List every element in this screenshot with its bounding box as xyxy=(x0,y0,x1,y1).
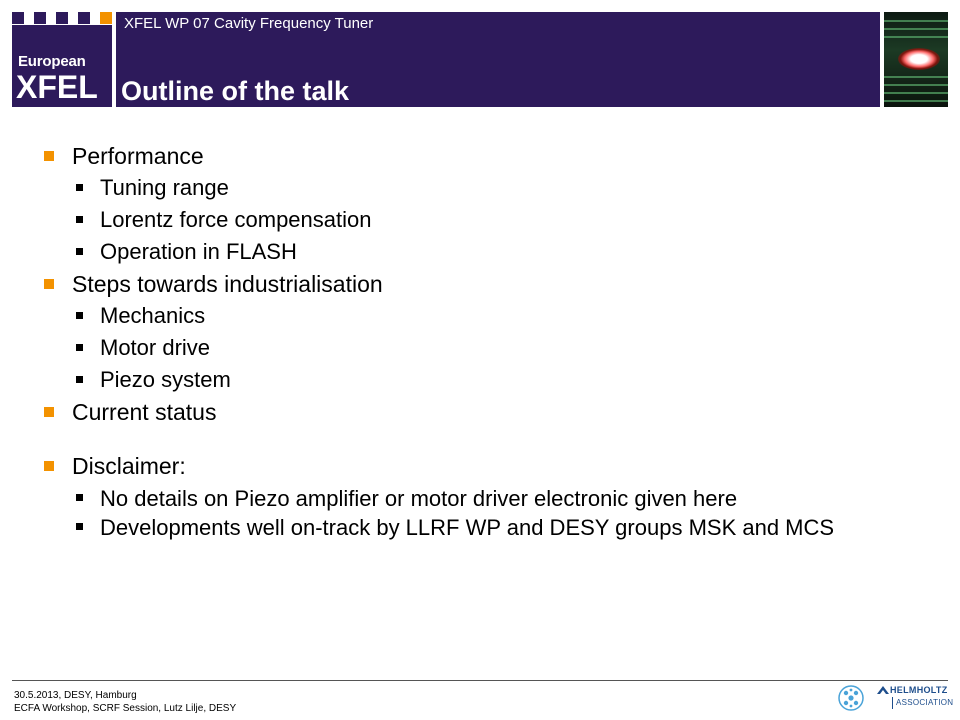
outline-item-text: Mechanics xyxy=(100,303,206,328)
desy-logo-icon xyxy=(836,684,866,712)
outline-item-text: Operation in FLASH xyxy=(100,239,297,264)
footer-event: ECFA Workshop, SCRF Session, Lutz Lilje, DESY xyxy=(14,703,237,714)
outline-item-text: Performance xyxy=(72,143,204,169)
square-bullet-icon xyxy=(44,461,54,471)
helmholtz-divider xyxy=(892,697,893,709)
outline-item xyxy=(44,140,864,172)
light-flare xyxy=(898,48,940,70)
outline-item-text: Motor drive xyxy=(100,335,211,360)
helmholtz-mark-icon xyxy=(876,684,890,696)
outline-item xyxy=(44,450,864,482)
outline-item-text: Disclaimer: xyxy=(72,453,186,479)
logo-square xyxy=(56,12,68,24)
helmholtz-logo xyxy=(876,684,954,712)
logo-square xyxy=(12,12,24,24)
square-bullet-icon xyxy=(76,216,83,223)
outline-subitem xyxy=(44,300,864,332)
logo-square xyxy=(34,12,46,24)
header-photo xyxy=(884,12,948,107)
footer-divider xyxy=(12,680,948,681)
outline-subitem xyxy=(44,172,864,204)
footer-date-location: 30.5.2013, DESY, Hamburg xyxy=(14,690,137,701)
square-bullet-icon xyxy=(76,344,83,351)
title-band xyxy=(116,12,880,107)
outline-item-text: Current status xyxy=(72,399,217,425)
outline-subitem xyxy=(44,204,864,236)
outline-list xyxy=(44,140,864,543)
outline-item-text: No details on Piezo amplifier or motor driver electronic given here xyxy=(100,486,738,511)
square-bullet-icon xyxy=(76,312,83,319)
slide-title: Outline of the talk xyxy=(121,76,350,106)
outline-subitem xyxy=(44,236,864,268)
square-bullet-icon xyxy=(44,407,54,417)
square-bullet-icon xyxy=(44,279,54,289)
outline-item-text: Lorentz force compensation xyxy=(100,207,372,232)
outline-item-text: Developments well on-track by LLRF WP and DESY groups MSK and MCS xyxy=(100,515,835,540)
outline-item-text: Steps towards industrialisation xyxy=(72,271,383,297)
european-xfel-logo xyxy=(12,25,112,107)
square-bullet-icon xyxy=(76,523,83,530)
outline-subitem xyxy=(44,515,864,540)
helmholtz-association-text: ASSOCIATION xyxy=(896,698,954,707)
logo-square-accent xyxy=(100,12,112,24)
logo-square xyxy=(78,12,90,24)
square-bullet-icon xyxy=(76,376,83,383)
square-bullet-icon xyxy=(76,184,83,191)
outline-subitem xyxy=(44,486,864,511)
outline-item xyxy=(44,268,864,300)
helmholtz-text: HELMHOLTZ xyxy=(890,685,948,695)
outline-item xyxy=(44,396,864,428)
footer-info xyxy=(14,689,236,715)
square-bullet-icon xyxy=(76,494,83,501)
logo-text-european: European xyxy=(18,53,86,70)
project-title: XFEL WP 07 Cavity Frequency Tuner xyxy=(124,15,374,32)
outline-item-text: Piezo system xyxy=(100,367,231,392)
outline-item-text: Tuning range xyxy=(100,175,229,200)
outline-subitem xyxy=(44,332,864,364)
logo-text-xfel: XFEL xyxy=(16,69,98,105)
square-bullet-icon xyxy=(76,248,83,255)
logo-squares xyxy=(12,12,112,24)
square-bullet-icon xyxy=(44,151,54,161)
outline-subitem xyxy=(44,364,864,396)
